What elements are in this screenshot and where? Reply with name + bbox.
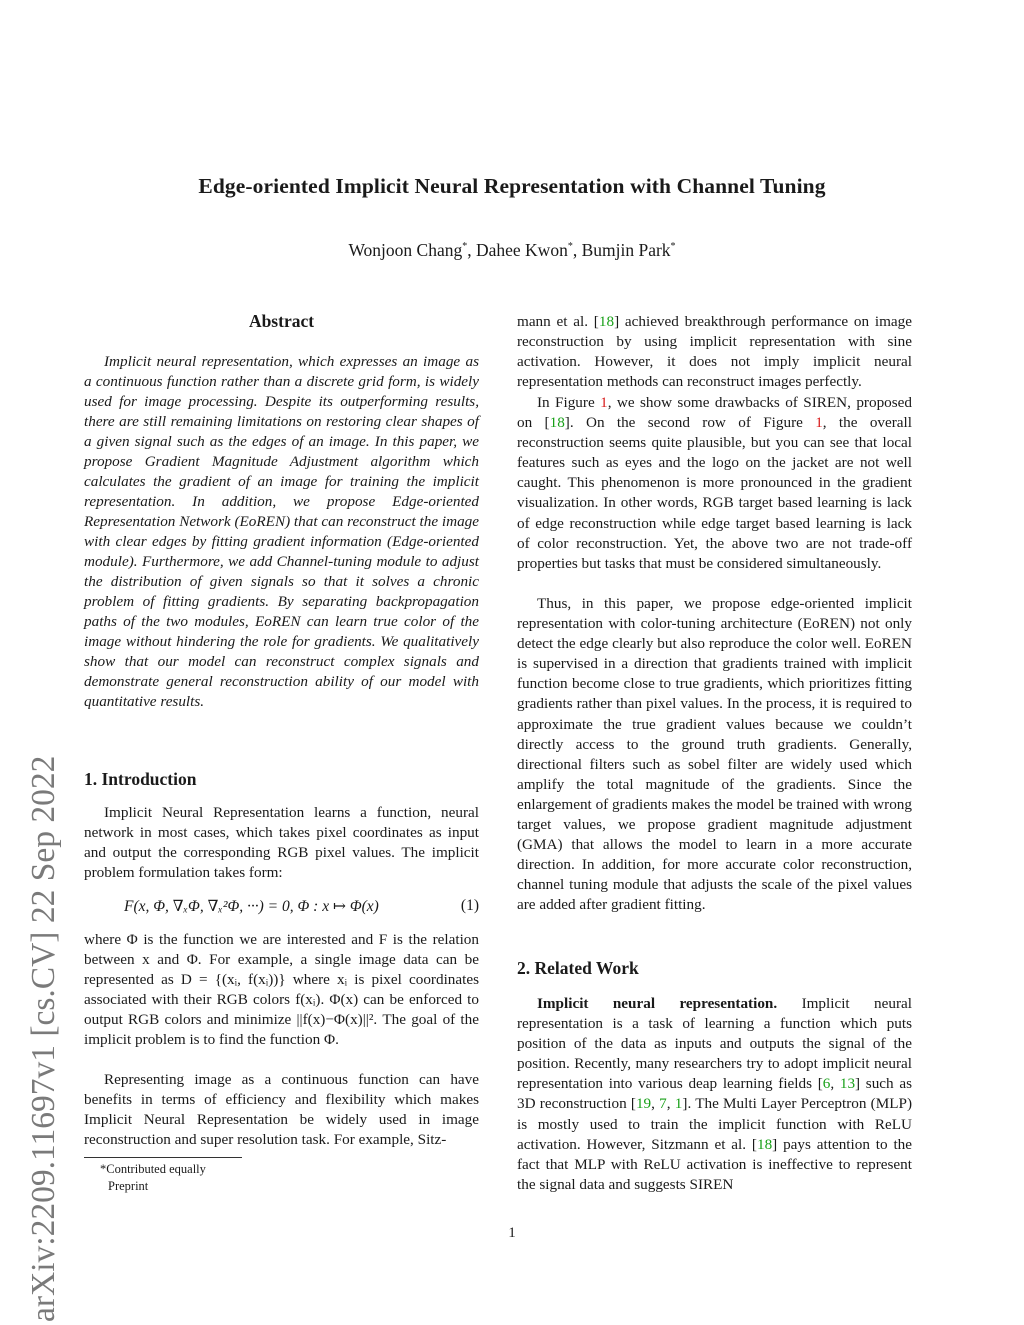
text-run: mann et al. [ [517, 313, 599, 330]
citation-link[interactable]: 18 [756, 1135, 773, 1153]
intro-p3-text: Representing image as a continuous function can have benefits in terms of efficiency and flexibility which makes Implicit Neural Representation be widely used in image reconstruction and super resolution task. For example, Sitz- [84, 1071, 479, 1149]
related-work-paragraph [517, 994, 912, 1195]
author-1: Wonjoon Chang [348, 240, 463, 260]
citation-link[interactable]: 19 [635, 1095, 652, 1113]
text-run: , [651, 1095, 660, 1113]
figure-ref-link[interactable]: 1 [600, 394, 608, 411]
intro-paragraph-2 [84, 930, 479, 1051]
abstract-heading: Abstract [248, 311, 315, 331]
text-run: ]. The Multi Layer Perceptron (MLP) is mostly used to train the implicit function with ReLU activation. However, Sitzmann et al. [ [517, 1095, 913, 1153]
figure-ref-link[interactable]: 1 [815, 414, 823, 432]
right-p3-text: Thus, in this paper, we propose edge-oriented implicit representation with color-tuning architecture (EoREN) not only detect the edge clearly but also reproduce the color well. EoREN is supervised in a direction that gradients trained with implicit function become close to true gradients, which prioritizes fitting gradients rather than pixel values. In the process, it is required to approximate the true gradient values because we couldn’t directly access to the ground truth gradients. Generally, directional filters such as sobel filter are widely used which amplify the total magnitude of the gradients. Since the enlargement of gradients makes the model be trained with wrong target values, we propose gradient magnitude adjustment (GMA) that allows the model to learn in a more accurate direction. In addition, for more accurate color reconstruction, channel tuning module that adjusts the scale of the pixel values are added after gradient fitting. [517, 595, 912, 914]
abstract-text: Implicit neural representation, which expresses an image as a continuous function rather than a discrete grid form, is widely used for image processing. Despite its outperforming results, there are still remaining limitations on restoring clear shapes of a given signal such as the edges of an image. In this paper, we propose Gradient Magnitude Adjustment algorithm which calculates the gradient of an image for training the implicit representation. In addition, we propose Edge-oriented Representation Network (EoREN) that can reconstruct the image with clear edges by fitting gradient information (Edge-oriented module). Furthermore, we add Channel-tuning module to adjust the distribution of given signals so that it solves a chronic problem of fitting gradients. By separating backpropagation paths of the two modules, EoREN can learn true color of the image without hindering the role for gradients. We qualitatively show that our model can reconstruct complex signals and demonstrate general reconstruction ability of our model with quantitative results. [84, 353, 479, 710]
equal-contribution-mark: * [462, 241, 468, 253]
equation-number: (1) [460, 897, 479, 914]
footnote-rule [84, 1157, 242, 1158]
citation-link[interactable]: 1 [674, 1095, 683, 1113]
text-run: , we show some drawbacks of SIREN, proposed on [ [517, 394, 912, 432]
intro-p2-text: where Φ is the function we are interested and F is the relation between x and Φ. For example, a single image data can be represented as D = {(xᵢ, f(xᵢ))} where xᵢ is pixel coordinates associated with their RGB colors f(xᵢ). Φ(x) can be enforced to output RGB colors and minimize ||f(x)−Φ(x)||². The goal of the implicit problem is to find the function Φ. [84, 931, 479, 1049]
introduction-heading: 1. Introduction [84, 769, 197, 789]
text-run: , the overall reconstruction seems quite plausible, but you can see that local features such as eyes and the logo on the jacket are not well caught. This phenomenon is more pronounced in the gradient visualization. In other words, RGB target based learning is lack of edge reconstruction while edge target based learning is lack of color reconstruction. Yet, the above two are not trade-off properties but tasks that must be considered simultaneously. [517, 414, 912, 572]
intro-paragraph-3 [84, 1070, 479, 1150]
related-work-text [517, 994, 912, 1195]
intro-paragraph-1 [84, 803, 479, 883]
footnote-line-1: *Contributed equally [100, 1162, 206, 1176]
citation-link[interactable]: 18 [549, 414, 565, 432]
page-number: 1 [508, 1225, 516, 1241]
footnote [100, 1161, 206, 1195]
text-run: Implicit neural representation is a task of learning a function which puts position of the data as inputs and outputs the signal of the position. Recently, many researchers try to adopt implicit neural representation into various deap learning fields [ [517, 995, 912, 1093]
right-p1-text [517, 312, 912, 392]
citation-link[interactable]: 18 [598, 313, 615, 330]
intro-p1-text: Implicit Neural Representation learns a function, neural network in most cases, which takes pixel coordinates as input and output the corresponding RGB pixel values. The implicit problem formulation takes form: [84, 804, 479, 882]
author-3: Bumjin Park [581, 240, 671, 260]
text-run: ] such as 3D reconstruction [ [517, 1075, 912, 1113]
text-run: In Figure [537, 394, 601, 411]
related-work-heading: 2. Related Work [517, 958, 639, 978]
paper-title: Edge-oriented Implicit Neural Representation with Channel Tuning [198, 174, 826, 198]
equal-contribution-mark: * [567, 241, 573, 253]
right-paragraph-1 [517, 312, 912, 392]
text-run: , [830, 1075, 840, 1093]
text-run: ]. On the second row of Figure [564, 414, 816, 432]
right-paragraph-2 [517, 393, 912, 574]
right-paragraph-3 [517, 594, 912, 916]
footnote-line-2: Preprint [108, 1179, 149, 1193]
citation-link[interactable]: 7 [659, 1095, 667, 1113]
text-run: , [666, 1095, 675, 1113]
text-run: ] pays attention to the fact that MLP with ReLU activation is ineffective to represent the signal data and suggests SIREN [517, 1135, 912, 1193]
text-run: ] achieved breakthrough performance on image reconstruction by using implicit representation with sine activation. However, it does not imply implicit neural representation methods can reconstruct images perfectly. [517, 313, 912, 391]
equation-body: F(x, Φ, ∇ₓΦ, ∇ₓ²Φ, ···) = 0, Φ : x ↦ Φ(x) [124, 898, 379, 915]
author-2: Dahee Kwon [475, 240, 568, 260]
right-p2-text [517, 393, 912, 574]
author-list: Wonjoon Chang*, Dahee Kwon*, Bumjin Park* [348, 240, 676, 260]
arxiv-stamp: arXiv:2209.11697v1 [cs.CV] 22 Sep 2022 [25, 755, 62, 1322]
citation-link[interactable]: 13 [839, 1075, 856, 1093]
equal-contribution-mark: * [670, 241, 676, 253]
runin-heading: Implicit neural representation. [537, 995, 778, 1012]
citation-link[interactable]: 6 [822, 1075, 831, 1093]
